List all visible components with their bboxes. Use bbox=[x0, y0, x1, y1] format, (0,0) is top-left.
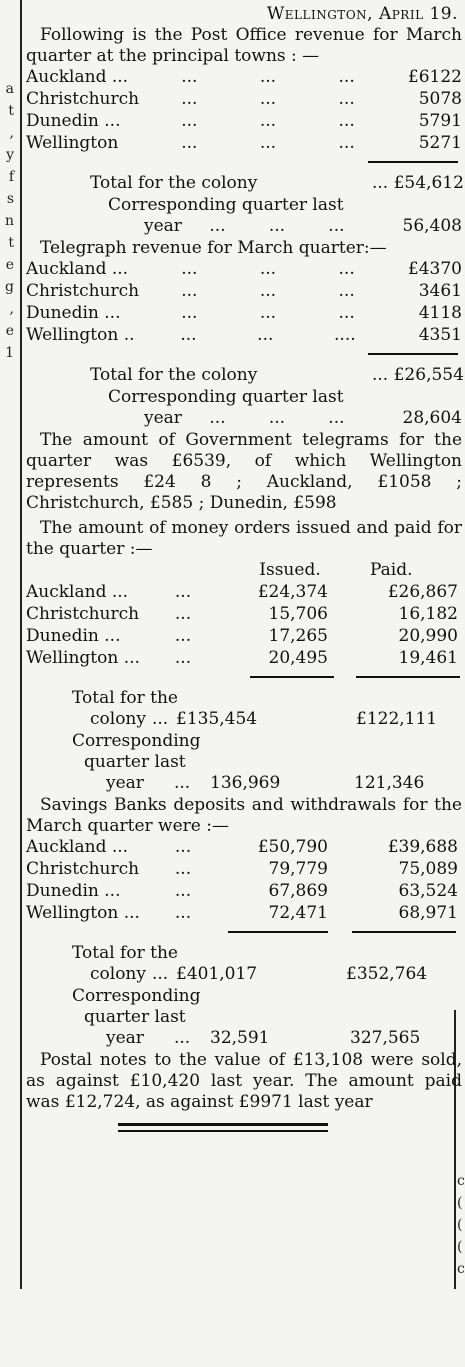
fragment-char: 1 bbox=[5, 345, 14, 361]
year-label: year bbox=[144, 408, 182, 428]
quarter-last-label: quarter last bbox=[84, 1007, 186, 1027]
table-row bbox=[26, 67, 462, 89]
withdrawals-value: 63,524 bbox=[398, 881, 458, 901]
leader-dots: ... bbox=[174, 773, 191, 793]
revenue-value: 4351 bbox=[418, 325, 462, 345]
fragment-char: n bbox=[4, 213, 14, 229]
revenue-value: 5791 bbox=[418, 111, 462, 131]
corresponding-label: Corresponding bbox=[72, 731, 201, 751]
leader-dots: ... ... ... bbox=[181, 133, 355, 153]
last-year-row bbox=[26, 408, 462, 430]
deposits-value: 72,471 bbox=[268, 903, 328, 923]
leader-dots: ... bbox=[174, 903, 192, 923]
sum-rule bbox=[352, 931, 456, 933]
revenue-value: 4118 bbox=[418, 303, 462, 323]
issued-value: 17,265 bbox=[268, 626, 328, 646]
leader-dots: ... bbox=[174, 837, 192, 857]
deposits-value: 79,779 bbox=[268, 859, 328, 879]
article-column bbox=[26, 0, 462, 1132]
leader-dots: ... bbox=[174, 881, 192, 901]
post-office-intro: Following is the Post Office revenue for March quarter at the principal towns : — bbox=[26, 25, 462, 66]
fragment-char: , bbox=[9, 125, 14, 141]
leader-dots: ... bbox=[174, 604, 192, 624]
fragment-char: s bbox=[6, 191, 14, 207]
town-name: Wellington bbox=[26, 133, 119, 153]
leader-dots: ... bbox=[174, 859, 192, 879]
leader-dots: ... ... ... bbox=[181, 259, 355, 279]
table-row bbox=[26, 837, 462, 859]
fragment-char: t bbox=[8, 235, 14, 251]
revenue-value: £6122 bbox=[407, 67, 462, 87]
left-column-fragment bbox=[0, 0, 20, 1367]
fragment-char: t bbox=[8, 103, 14, 119]
table-row bbox=[26, 259, 462, 281]
column-rule-left bbox=[20, 0, 22, 1289]
table-row bbox=[26, 303, 462, 325]
total-row bbox=[26, 964, 462, 986]
total-issued: £135,454 bbox=[176, 709, 258, 729]
fragment-char: , bbox=[9, 301, 14, 317]
right-column-fragment bbox=[457, 1170, 464, 1280]
deposits-value: 67,869 bbox=[268, 881, 328, 901]
money-orders-table bbox=[26, 582, 462, 670]
deposits-value: £50,790 bbox=[257, 837, 328, 857]
corresponding-label: Corresponding quarter last bbox=[108, 387, 344, 407]
table-row bbox=[26, 648, 462, 670]
paid-value: 16,182 bbox=[398, 604, 458, 624]
paid-value: 19,461 bbox=[398, 648, 458, 668]
telegraph-intro: Telegraph revenue for March quarter:— bbox=[40, 238, 387, 258]
year-label: year bbox=[106, 1028, 144, 1048]
total-label: Total for the bbox=[72, 688, 178, 708]
last-year-value: 56,408 bbox=[402, 216, 462, 236]
sum-rule bbox=[368, 353, 458, 355]
fragment-char: a bbox=[5, 81, 14, 97]
total-row bbox=[26, 365, 462, 387]
corresponding-label: Corresponding quarter last bbox=[108, 195, 344, 215]
sum-rule bbox=[228, 931, 328, 933]
withdrawals-value: 75,089 bbox=[398, 859, 458, 879]
fragment-char: c bbox=[457, 1173, 465, 1189]
table-row bbox=[26, 111, 462, 133]
quarter-last-label: quarter last bbox=[84, 752, 186, 772]
revenue-value: 5078 bbox=[418, 89, 462, 109]
post-office-table bbox=[26, 67, 462, 155]
total-label: colony bbox=[90, 964, 146, 984]
last-year-issued: 136,969 bbox=[210, 773, 281, 793]
fragment-char: ( bbox=[457, 1195, 463, 1211]
town-name: Dunedin ... bbox=[26, 626, 121, 646]
table-row bbox=[26, 881, 462, 903]
leader-dots: ... ... ... bbox=[181, 67, 355, 87]
town-name: Wellington ... bbox=[26, 648, 140, 668]
town-name: Auckland ... bbox=[26, 582, 129, 602]
sum-rules bbox=[26, 676, 462, 678]
last-year-row bbox=[26, 773, 462, 795]
town-name: Christchurch bbox=[26, 89, 140, 109]
table-row bbox=[26, 582, 462, 604]
table-row bbox=[26, 281, 462, 303]
town-name: Christchurch bbox=[26, 604, 140, 624]
money-orders-column-headers bbox=[26, 560, 462, 582]
last-year-row bbox=[26, 216, 462, 238]
total-label: Total for the colony bbox=[90, 365, 258, 385]
postal-notes-paragraph: Postal notes to the value of £13,108 were sold, as against £10,420 last year. The amount paid was £12,724, as against £9971 last year bbox=[26, 1050, 462, 1112]
issued-header: Issued. bbox=[259, 560, 321, 580]
leader-dots: ... bbox=[174, 626, 192, 646]
last-year-paid: 121,346 bbox=[354, 773, 425, 793]
town-name: Auckland ... bbox=[26, 259, 129, 279]
issued-value: £24,374 bbox=[257, 582, 328, 602]
end-of-article-rule bbox=[118, 1123, 328, 1132]
total-value: ... £26,554 bbox=[372, 365, 464, 385]
total-paid: £122,111 bbox=[356, 709, 438, 729]
last-year-withdrawals: 327,565 bbox=[350, 1028, 421, 1048]
withdrawals-value: £39,688 bbox=[387, 837, 458, 857]
year-label: year bbox=[106, 773, 144, 793]
dateline: Wellington, April 19. bbox=[266, 4, 458, 24]
sum-rules bbox=[26, 931, 462, 933]
total-row bbox=[26, 173, 462, 195]
table-row bbox=[26, 133, 462, 155]
leader-dots: ... ... ... bbox=[181, 89, 355, 109]
money-orders-intro: The amount of money orders issued and paid for the quarter :— bbox=[26, 518, 462, 559]
leader-dots: ... ... .... bbox=[180, 325, 356, 345]
fragment-char: ( bbox=[457, 1217, 463, 1233]
revenue-value: 5271 bbox=[418, 133, 462, 153]
paid-header: Paid. bbox=[370, 560, 413, 580]
fragment-char: e bbox=[5, 323, 14, 339]
town-name: Auckland ... bbox=[26, 67, 129, 87]
year-label: year bbox=[144, 216, 182, 236]
town-name: Wellington .. bbox=[26, 325, 135, 345]
table-row bbox=[26, 89, 462, 111]
table-row bbox=[26, 325, 462, 347]
paid-value: 20,990 bbox=[398, 626, 458, 646]
telegraph-table bbox=[26, 259, 462, 347]
last-year-value: 28,604 bbox=[402, 408, 462, 428]
leader-dots: ... ... ... bbox=[209, 408, 345, 428]
fragment-char: ( bbox=[457, 1239, 463, 1255]
total-deposits: £401,017 bbox=[176, 964, 258, 984]
town-name: Wellington ... bbox=[26, 903, 140, 923]
town-name: Dunedin ... bbox=[26, 111, 121, 131]
total-value: ... £54,612 bbox=[372, 173, 464, 193]
total-label: colony bbox=[90, 709, 146, 729]
withdrawals-value: 68,971 bbox=[398, 903, 458, 923]
leader-dots: ... ... ... bbox=[181, 111, 355, 131]
fragment-char: y bbox=[6, 147, 14, 163]
town-name: Christchurch bbox=[26, 859, 140, 879]
leader-dots: ... ... ... bbox=[181, 281, 355, 301]
sum-rule bbox=[250, 676, 334, 678]
table-row bbox=[26, 604, 462, 626]
fragment-char: c bbox=[457, 1261, 465, 1277]
last-year-deposits: 32,591 bbox=[210, 1028, 270, 1048]
leader-dots: ... bbox=[152, 964, 169, 984]
fragment-char: g bbox=[5, 279, 14, 295]
issued-value: 20,495 bbox=[268, 648, 328, 668]
town-name: Auckland ... bbox=[26, 837, 129, 857]
revenue-value: £4370 bbox=[407, 259, 462, 279]
table-row bbox=[26, 626, 462, 648]
last-year-row bbox=[26, 1028, 462, 1050]
leader-dots: ... bbox=[174, 648, 192, 668]
town-name: Dunedin ... bbox=[26, 881, 121, 901]
leader-dots: ... bbox=[174, 582, 192, 602]
total-withdrawals: £352,764 bbox=[346, 964, 428, 984]
revenue-value: 3461 bbox=[418, 281, 462, 301]
corresponding-label: Corresponding bbox=[72, 986, 201, 1006]
fragment-char: f bbox=[8, 169, 14, 185]
table-row bbox=[26, 903, 462, 925]
leader-dots: ... bbox=[174, 1028, 191, 1048]
savings-intro: Savings Banks deposits and withdrawals for the March quarter were :— bbox=[26, 795, 462, 836]
issued-value: 15,706 bbox=[268, 604, 328, 624]
fragment-char: e bbox=[5, 257, 14, 273]
table-row bbox=[26, 859, 462, 881]
paid-value: £26,867 bbox=[387, 582, 458, 602]
leader-dots: ... bbox=[152, 709, 169, 729]
savings-table bbox=[26, 837, 462, 925]
total-label: Total for the colony bbox=[90, 173, 258, 193]
total-label: Total for the bbox=[72, 943, 178, 963]
leader-dots: ... ... ... bbox=[209, 216, 345, 236]
sum-rule bbox=[368, 161, 458, 163]
town-name: Christchurch bbox=[26, 281, 140, 301]
town-name: Dunedin ... bbox=[26, 303, 121, 323]
total-row bbox=[26, 709, 462, 731]
leader-dots: ... ... ... bbox=[181, 303, 355, 323]
government-telegrams-paragraph: The amount of Government telegrams for the quarter was £6539, of which Wellington represents £24 8 ; Auckland, £1058 ; Christchurch, £585 ; Dunedin, £598 bbox=[26, 430, 462, 513]
sum-rule bbox=[356, 676, 460, 678]
